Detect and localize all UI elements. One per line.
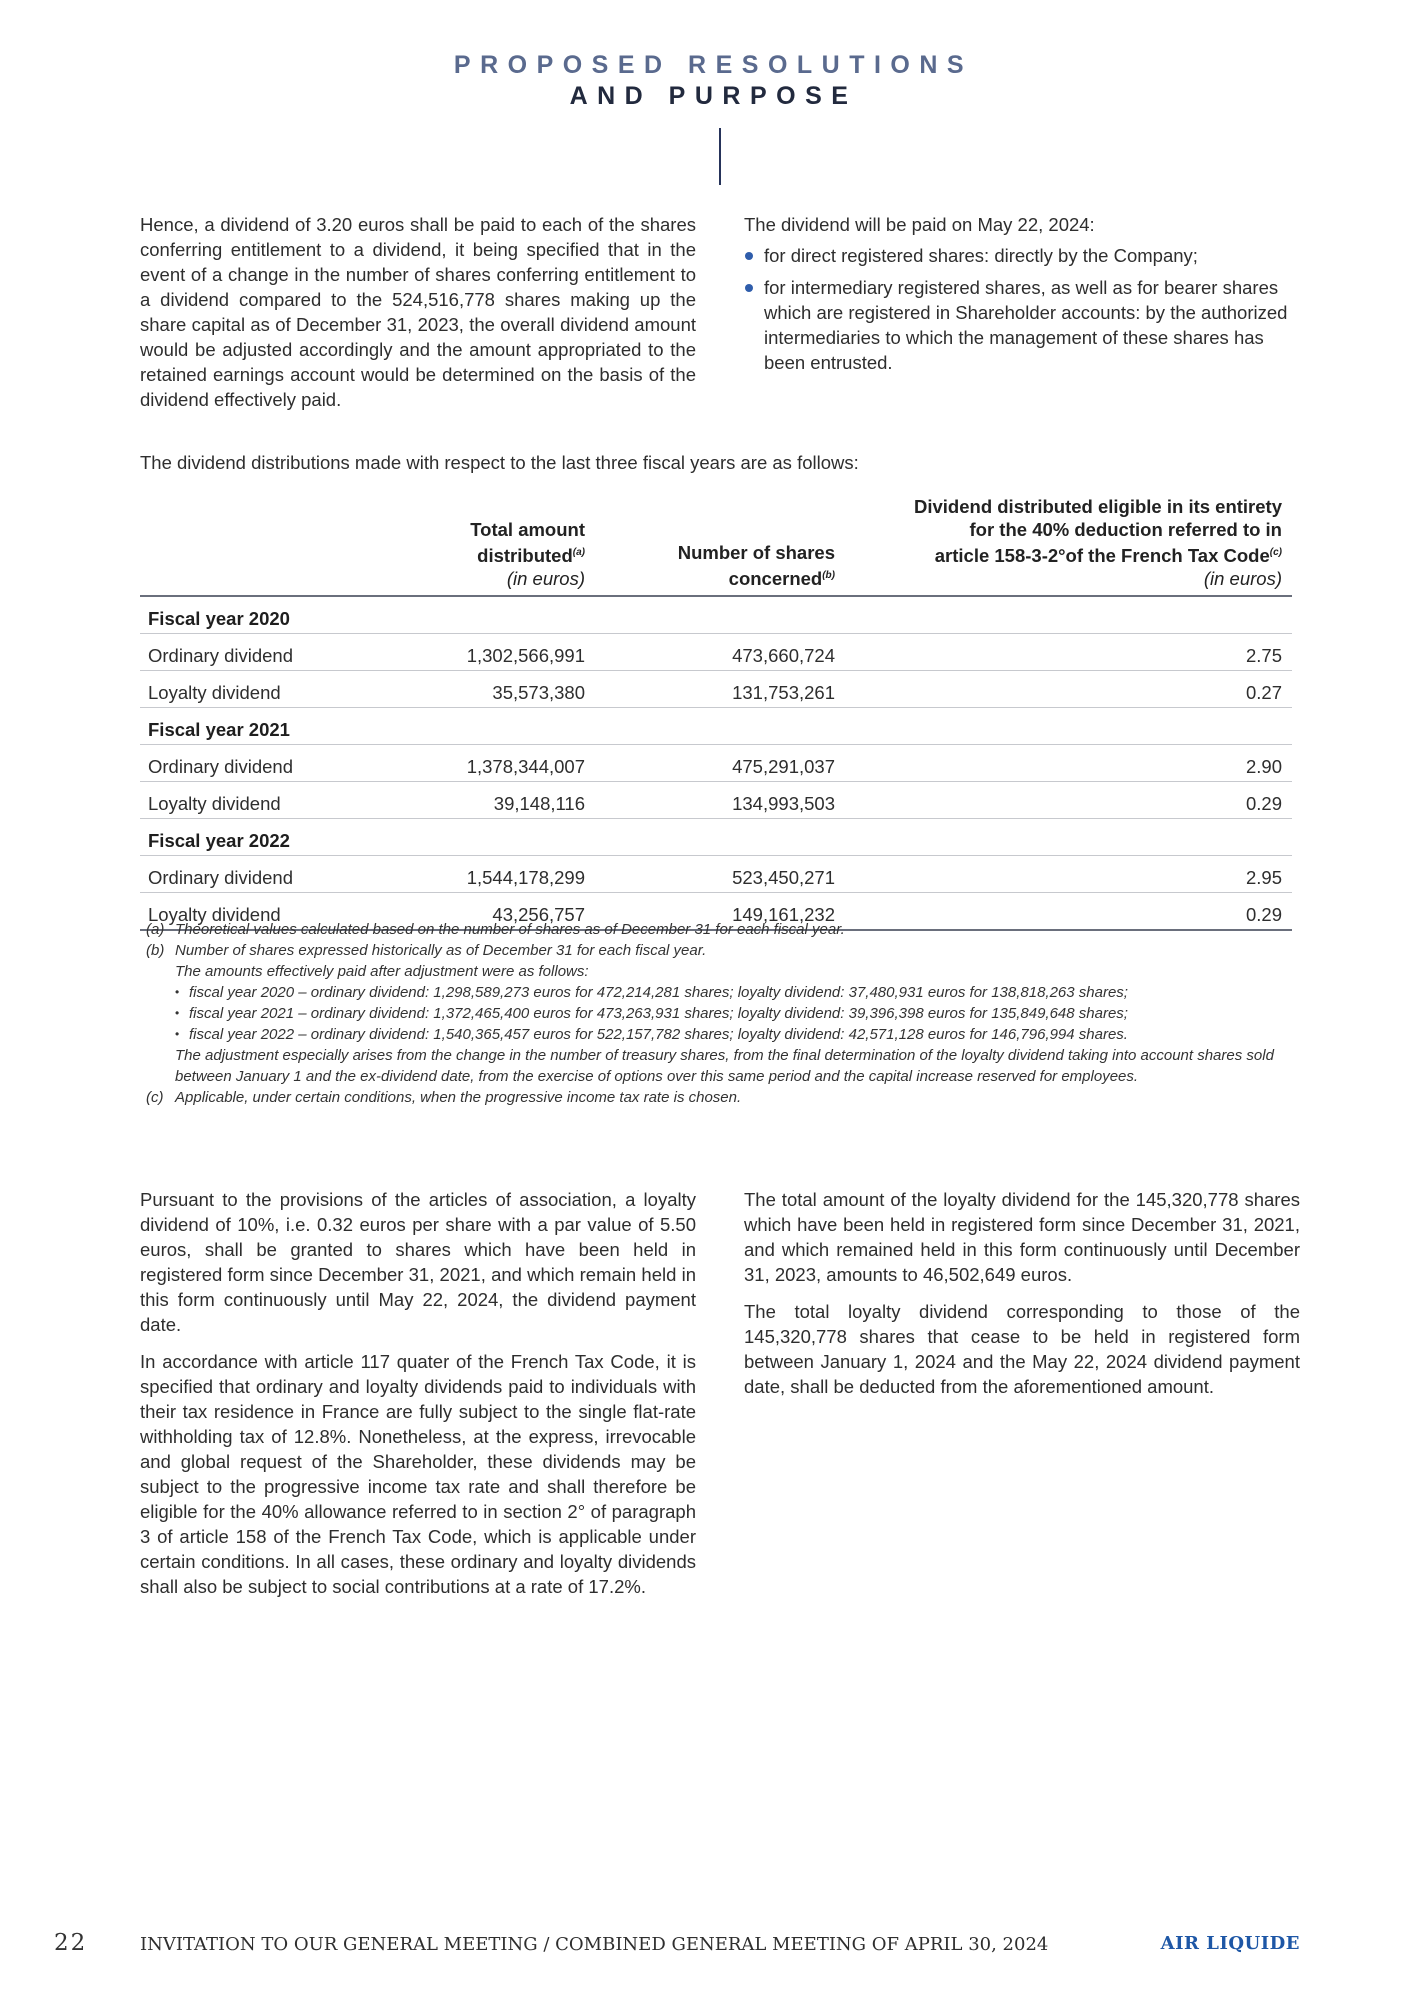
- payment-bullets: [744, 243, 1300, 375]
- footnote-b: (b) Number of shares expressed historically as of December 31 for each fiscal year.: [146, 942, 707, 959]
- footnote-b-tail: The adjustment especially arises from the change in the number of treasury shares, from the final determination of the loyalty dividend taking into account shares sold between January 1 and the ex-dividend date, from the exercise of options over this same period and the capital increase reserved for employees.: [175, 1047, 1274, 1085]
- footnote-b-item: • fiscal year 2021 – ordinary dividend: 1,372,465,400 euros for 473,263,931 shares; loyalty dividend: 39,396,398 euros for 135,849,648 shares;: [140, 1003, 1300, 1024]
- table-row: Loyalty dividend 39,148,116 134,993,503 0.29: [140, 782, 1292, 819]
- fiscal-year-row: Fiscal year 2021: [140, 708, 1292, 745]
- page-number: 22: [54, 1930, 88, 1956]
- header-label-cell: [140, 495, 390, 596]
- dividend-paragraph: Hence, a dividend of 3.20 euros shall be paid to each of the shares conferring entitlement to a dividend, it being specified that in the event of a change in the number of shares conferring entitlement to a dividend compared to the 524,516,778 shares making up the share capital as of December 31, 2023, the overall dividend amount would be adjusted accordingly and the amount appropriated to the retained earnings account would be determined on the basis of the dividend effectively paid.: [140, 214, 696, 410]
- loyalty-dividend-paragraph: Pursuant to the provisions of the articles of association, a loyalty dividend of 10%, i.e. 0.32 euros per share with a par value of 5.50 euros, shall be granted to shares which have been held in registered form since December 31, 2021, and which remain held in this form continuously until May 22, 2024, the dividend payment date.: [140, 1189, 696, 1335]
- top-left-column: [140, 212, 696, 412]
- fiscal-year-row: Fiscal year 2020: [140, 596, 1292, 634]
- header-eligible-dividend: Dividend distributed eligible in its entirety for the 40% deduction referred to in article 158-3-2°of the French Tax Code$^{(c)}$ (in euros): [845, 495, 1292, 596]
- bottom-left-column: [140, 1187, 696, 1599]
- table-row: Ordinary dividend 1,378,344,007 475,291,037 2.90: [140, 745, 1292, 782]
- bullet-item: for intermediary registered shares, as well as for bearer shares which are registered in Shareholder accounts: by the authorized intermediaries to which the management of these shares has been entrusted.: [744, 275, 1300, 375]
- table-footnotes: [140, 919, 1300, 1108]
- dividend-table: [140, 495, 1292, 931]
- header-number-of-shares: Number of shares concerned$^{(b)}$: [595, 495, 845, 596]
- table-row: Loyalty dividend 35,573,380 131,753,261 0.27: [140, 671, 1292, 708]
- air-liquide-logo: AIR LIQUIDE: [1160, 1933, 1300, 1954]
- payment-date-lead: The dividend will be paid on May 22, 2024:: [744, 214, 1095, 235]
- table-intro: The dividend distributions made with respect to the last three fiscal years are as follows:: [140, 452, 859, 473]
- loyalty-total-paragraph: The total amount of the loyalty dividend for the 145,320,778 shares which have been held in registered form since December 31, 2021, and which remained held in this form continuously until December 31, 2023, amounts to 46,502,649 euros.: [744, 1189, 1300, 1285]
- tax-paragraph: In accordance with article 117 quater of the French Tax Code, it is specified that ordinary and loyalty dividends paid to individuals with their tax residence in France are fully subject to the single flat-rate withholding tax of 12.8%. Nonetheless, at the express, irrevocable and global request of the Shareholder, these dividends may be subject to the progressive income tax rate and shall therefore be eligible for the 40% allowance referred to in section 2° of paragraph 3 of article 158 of the French Tax Code, which is applicable under certain conditions. In all cases, these ordinary and loyalty dividends shall also be subject to social contributions at a rate of 17.2%.: [140, 1351, 696, 1597]
- footnote-b-item: • fiscal year 2022 – ordinary dividend: 1,540,365,457 euros for 522,157,782 shares; loyalty dividend: 42,571,128 euros for 146,796,994 shares.: [140, 1024, 1300, 1045]
- header-total-amount: Total amount distributed$^{(a)}$ (in euros): [390, 495, 595, 596]
- bottom-right-column: [744, 1187, 1300, 1399]
- footnote-b-lead: The amounts effectively paid after adjustment were as follows:: [175, 963, 589, 980]
- table-row: Ordinary dividend 1,302,566,991 473,660,724 2.75: [140, 634, 1292, 671]
- page-header: [0, 50, 1402, 112]
- table-header-row: [140, 495, 1292, 596]
- loyalty-deduction-paragraph: The total loyalty dividend corresponding to those of the 145,320,778 shares that cease to be held in registered form between January 1, 2024 and the May 22, 2024 dividend payment date, shall be deducted from the aforementioned amount.: [744, 1301, 1300, 1397]
- page-footer: [0, 1930, 1402, 1960]
- fiscal-year-row: Fiscal year 2022: [140, 819, 1292, 856]
- top-right-column: [744, 212, 1300, 382]
- footer-text: INVITATION TO OUR GENERAL MEETING / COMBINED GENERAL MEETING OF APRIL 30, 2024: [140, 1934, 1049, 1955]
- footnote-c: (c) Applicable, under certain conditions, when the progressive income tax rate is chosen.: [146, 1089, 742, 1106]
- header-divider: [719, 128, 721, 185]
- bullet-item: for direct registered shares: directly by the Company;: [744, 243, 1300, 268]
- header-line-2: AND PURPOSE: [569, 82, 858, 110]
- table-row: Loyalty dividend 43,256,757 149,161,232 0.29: [140, 893, 1292, 931]
- table-row: Ordinary dividend 1,544,178,299 523,450,271 2.95: [140, 856, 1292, 893]
- header-line-1: PROPOSED RESOLUTIONS: [453, 51, 974, 79]
- footnote-a: (a) Theoretical values calculated based on the number of shares as of December 31 for each fiscal year.: [146, 921, 845, 938]
- footnote-b-item: • fiscal year 2020 – ordinary dividend: 1,298,589,273 euros for 472,214,281 shares; loyalty dividend: 37,480,931 euros for 138,818,263 shares;: [140, 982, 1300, 1003]
